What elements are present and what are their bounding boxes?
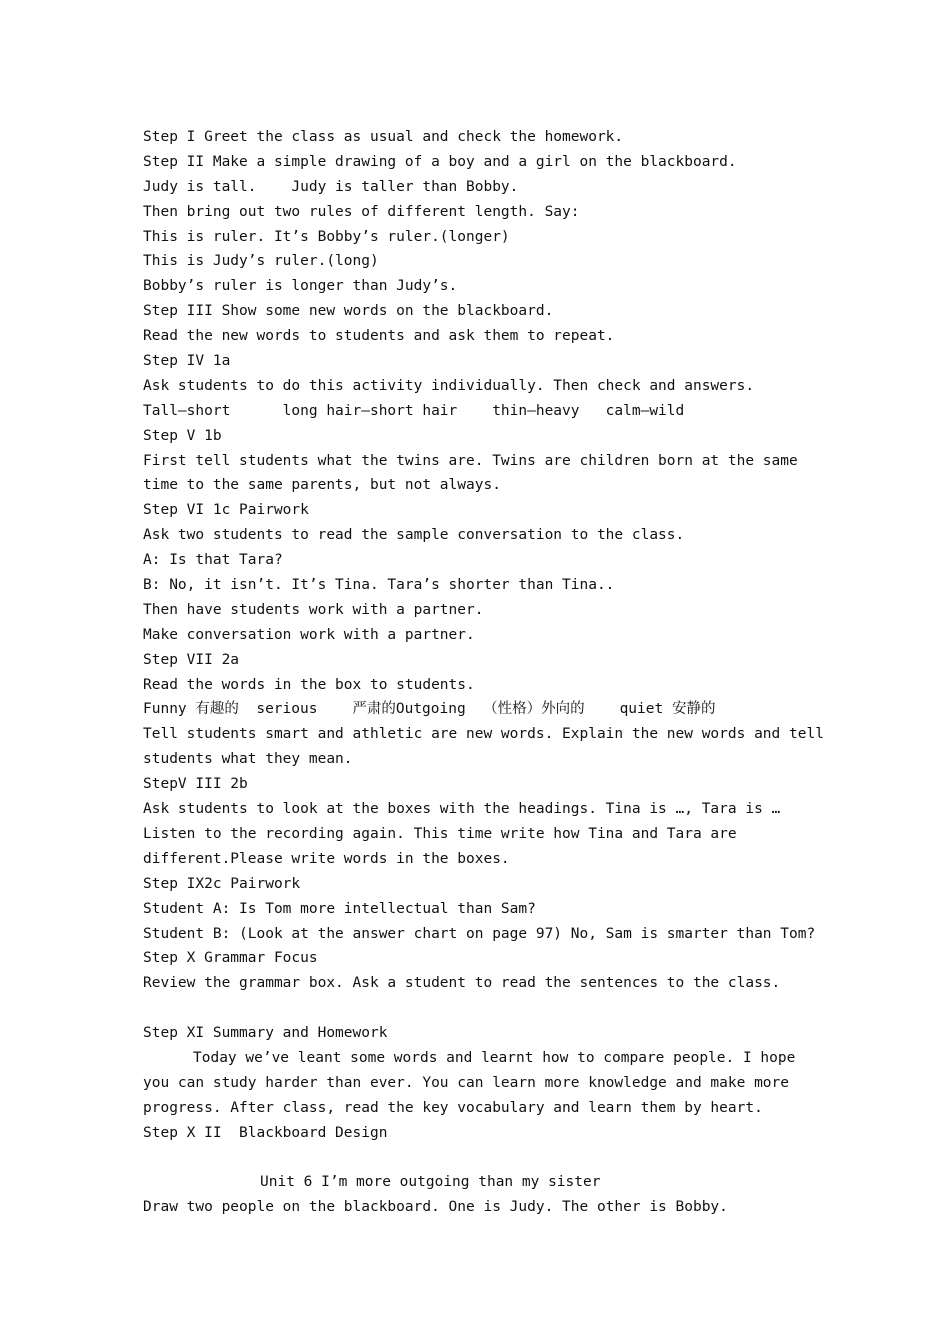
text-line: Step IX2c Pairwork <box>143 875 301 892</box>
text-line: Ask students to look at the boxes with the headings. Tina is …, Tara is … <box>143 801 781 818</box>
text-line: Step II Make a simple drawing of a boy and a girl on the blackboard. <box>143 153 737 170</box>
text-line: Step III Show some new words on the blackboard. <box>143 303 554 320</box>
text-line: Tell students smart and athletic are new words. Explain the new words and tell <box>143 726 824 743</box>
text-line: students what they mean. <box>143 751 353 768</box>
blackboard-title: Unit 6 I’m more outgoing than my sister <box>260 1174 601 1191</box>
text-line: Ask students to do this activity individually. Then check and answers. <box>143 377 755 394</box>
text-line: Listen to the recording again. This time write how Tina and Tara are <box>143 825 737 842</box>
text-line: StepV III 2b <box>143 776 248 793</box>
text-line: Tall—short long hair—short hair thin—heavy calm—wild <box>143 402 685 419</box>
blank-line <box>143 996 823 1021</box>
text-line: Step I Greet the class as usual and check the homework. <box>143 129 624 145</box>
text-line: Step X Grammar Focus <box>143 950 318 967</box>
text-line: Student A: Is Tom more intellectual than Sam? <box>143 900 536 917</box>
text-line: time to the same parents, but not always. <box>143 477 501 494</box>
text-line: Step IV 1a <box>143 353 231 370</box>
text-line: A: Is that Tara? <box>143 552 283 569</box>
text-line: This is ruler. It’s Bobby’s ruler.(longer) <box>143 228 510 245</box>
text-line: B: No, it isn’t. It’s Tina. Tara’s shorter than Tina.. <box>143 577 615 594</box>
text-line: Step VII 2a <box>143 651 240 668</box>
text-line: you can study harder than ever. You can learn more knowledge and make more <box>143 1074 790 1091</box>
text-line: Draw two people on the blackboard. One is Judy. The other is Bobby. <box>143 1199 728 1216</box>
text-line: different.Please write words in the boxes. <box>143 850 510 867</box>
document-page <box>143 125 823 1220</box>
text-line: Then bring out two rules of different length. Say: <box>143 203 580 220</box>
text-line: Step V 1b <box>143 427 222 444</box>
text-line: Funny 有趣的 serious 严肃的Outgoing （性格）外向的 quiet 安静的 <box>143 701 716 718</box>
text-line: Then have students work with a partner. <box>143 601 484 618</box>
text-line: This is Judy’s ruler.(long) <box>143 253 379 270</box>
text-line: Read the new words to students and ask them to repeat. <box>143 328 615 345</box>
text-line: Step XI Summary and Homework <box>143 1025 388 1042</box>
text-line: progress. After class, read the key vocabulary and learn them by heart. <box>143 1099 763 1116</box>
text-line: Review the grammar box. Ask a student to read the sentences to the class. <box>143 975 781 992</box>
text-line: Ask two students to read the sample conversation to the class. <box>143 527 685 544</box>
text-line: Student B: (Look at the answer chart on page 97) No, Sam is smarter than Tom? <box>143 925 816 942</box>
text-line: Bobby’s ruler is longer than Judy’s. <box>143 278 458 295</box>
text-line: Judy is tall. Judy is taller than Bobby. <box>143 178 519 195</box>
text-line: Read the words in the box to students. <box>143 676 475 693</box>
blank-line <box>143 1146 823 1171</box>
text-line: Step VI 1c Pairwork <box>143 502 309 519</box>
text-line: Today we’ve leant some words and learnt how to compare people. I hope <box>193 1049 796 1066</box>
text-line: First tell students what the twins are. Twins are children born at the same <box>143 452 798 469</box>
text-line: Make conversation work with a partner. <box>143 626 475 643</box>
text-line: Step X II Blackboard Design <box>143 1124 388 1141</box>
